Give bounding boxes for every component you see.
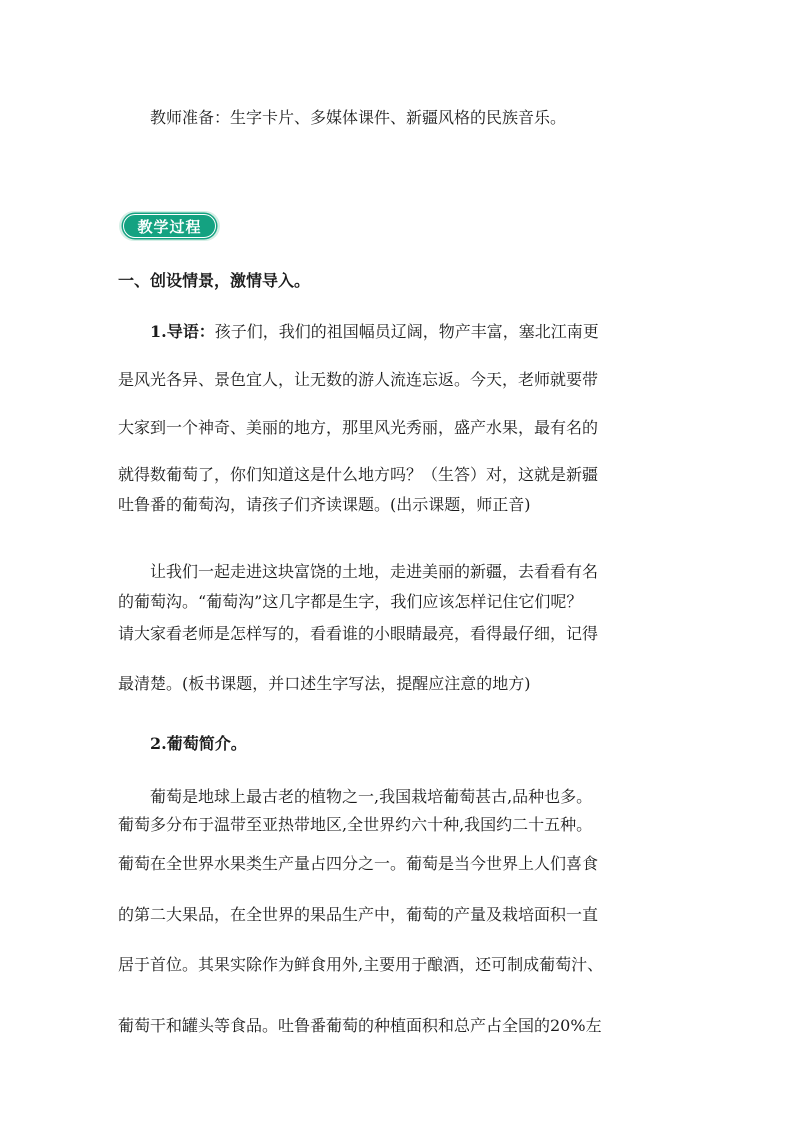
para2-line-1: 让我们一起走进这块富饶的土地，走进美丽的新疆，去看看有名 bbox=[150, 562, 599, 581]
heading-2: 2.葡萄简介。 bbox=[150, 734, 247, 753]
intro-line-4: 就得数葡萄了，你们知道这是什么地方吗？（生答）对，这就是新疆 bbox=[118, 465, 599, 484]
intro-line-5: 吐鲁番的葡萄沟，请孩子们齐读课题。(出示课题，师正音) bbox=[118, 495, 531, 514]
intro-text-1: 孩子们，我们的祖国幅员辽阔，物产丰富，塞北江南更 bbox=[214, 322, 599, 341]
intro-line-3: 大家到一个神奇、美丽的地方，那里风光秀丽，盛产水果，最有名的 bbox=[118, 418, 599, 437]
para3-line-2: 葡萄多分布于温带至亚热带地区,全世界约六十种,我国约二十五种。 bbox=[118, 815, 593, 834]
para3-line-6: 葡萄干和罐头等食品。吐鲁番葡萄的种植面积和总产占全国的20%左 bbox=[118, 1016, 602, 1035]
teacher-prep-text: 教师准备：生字卡片、多媒体课件、新疆风格的民族音乐。 bbox=[150, 108, 567, 127]
intro-line-1 bbox=[150, 322, 599, 342]
para3-line-3: 葡萄在全世界水果类生产量占四分之一。葡萄是当今世界上人们喜食 bbox=[118, 854, 599, 873]
para3-line-1: 葡萄是地球上最古老的植物之一,我国栽培葡萄甚古,品种也多。 bbox=[150, 787, 593, 806]
heading-1: 一、创设情景，激情导入。 bbox=[118, 271, 311, 290]
para2-line-4: 最清楚。(板书课题，并口述生字写法，提醒应注意的地方) bbox=[118, 674, 531, 693]
para3-line-5: 居于首位。其果实除作为鲜食用外,主要用于酿酒，还可制成葡萄汁、 bbox=[118, 955, 604, 974]
section-badge bbox=[119, 211, 220, 241]
para3-line-4: 的第二大果品，在全世界的果品生产中，葡萄的产量及栽培面积一直 bbox=[118, 905, 599, 924]
intro-label: 1.导语： bbox=[150, 322, 215, 341]
section-badge-label: 教学过程 bbox=[123, 214, 216, 238]
para2-line-3: 请大家看老师是怎样写的，看看谁的小眼睛最亮，看得最仔细，记得 bbox=[118, 624, 599, 643]
para2-line-2: 的葡萄沟。“葡萄沟”这几字都是生字，我们应该怎样记住它们呢？ bbox=[118, 592, 583, 611]
intro-line-2: 是风光各异、景色宜人，让无数的游人流连忘返。今天，老师就要带 bbox=[118, 370, 599, 389]
